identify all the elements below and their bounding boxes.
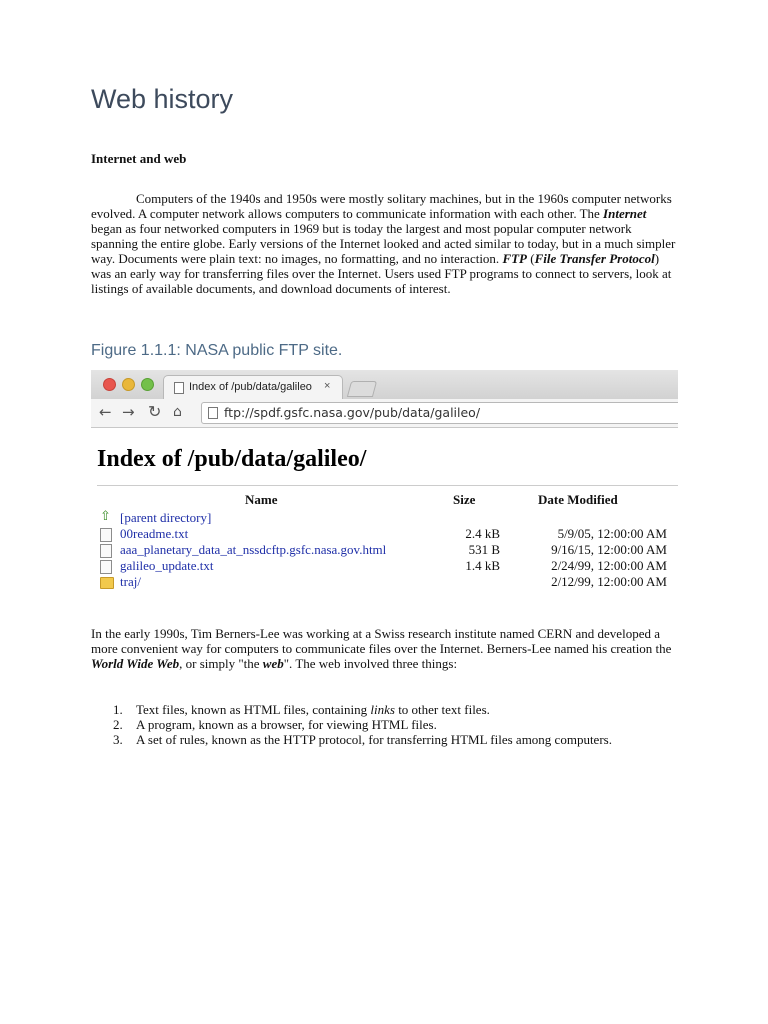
file-link[interactable]: 00readme.txt	[120, 526, 189, 541]
address-text: ftp://spdf.gsfc.nasa.gov/pub/data/galileo/	[224, 405, 481, 420]
list-number: 3.	[113, 732, 123, 747]
term-web: web	[262, 656, 284, 671]
reload-icon[interactable]: ↻	[148, 402, 162, 421]
intro-paragraph	[91, 191, 679, 296]
paragraph-text: ) was an early way for transferring files over the Internet. Users used FTP programs to connect to servers, look at listings of available documents, and download documents of interest.	[91, 251, 672, 296]
list-text: A set of rules, known as the HTTP protocol, for transferring HTML files among computers.	[136, 732, 612, 747]
term-world-wide-web: World Wide Web	[91, 656, 180, 671]
minimize-window-icon[interactable]	[122, 378, 135, 391]
file-date: 2/12/99, 12:00:00 AM	[551, 574, 667, 589]
list-number: 2.	[113, 717, 123, 732]
term-internet: Internet	[603, 206, 647, 221]
paragraph-text: , or simply "the	[179, 656, 263, 671]
numbered-list	[91, 702, 679, 747]
tab-title: Index of /pub/data/galileo	[189, 381, 312, 393]
new-tab-button[interactable]	[347, 381, 377, 397]
ftp-listing	[91, 428, 678, 598]
term-ftp: FTP	[502, 251, 527, 266]
index-title: Index of /pub/data/galileo/	[97, 446, 367, 472]
page-icon	[174, 382, 184, 394]
term-file-transfer-protocol: File Transfer Protocol	[534, 251, 655, 266]
web-paragraph	[91, 626, 679, 671]
file-date: 9/16/15, 12:00:00 AM	[551, 542, 667, 557]
paragraph-text: Computers of the 1940s and 1950s were mostly solitary machines, but in the 1960s computer networks evolved. A computer network allows computers to communicate information with each other. The	[91, 191, 672, 221]
file-icon	[100, 544, 112, 558]
column-header-size[interactable]: Size	[453, 492, 476, 507]
file-size: 1.4 kB	[465, 558, 500, 573]
browser-tab[interactable]	[163, 375, 343, 400]
list-text: to other text files.	[394, 702, 490, 717]
paragraph-text: began as four networked computers in 1969 but is today the largest and most popular computer network spanning the entire globe. Early versions of the Internet looked and acted similar to today, but in a much simpler way. Documents were plain text: no images, no formatting, and no interaction.	[91, 221, 676, 266]
close-tab-icon[interactable]: ×	[324, 380, 331, 392]
home-icon[interactable]: ⌂	[173, 404, 182, 420]
file-size: 531 B	[468, 542, 500, 557]
page-icon	[208, 407, 218, 419]
divider	[97, 485, 678, 486]
forward-arrow-icon[interactable]: →	[122, 403, 135, 421]
list-text: A program, known as a browser, for viewing HTML files.	[136, 717, 437, 732]
parent-directory-icon: ⇧	[100, 509, 111, 524]
paragraph-text: In the early 1990s, Tim Berners-Lee was working at a Swiss research institute named CERN and developed a more convenient way for computers to communicate files over the Internet. Berners-Lee named his creation the	[91, 626, 672, 656]
folder-icon	[100, 577, 114, 589]
listing-row	[91, 526, 678, 542]
list-item	[91, 732, 679, 747]
term-links: links	[370, 702, 395, 717]
browser-screenshot	[91, 370, 678, 598]
column-header-name[interactable]: Name	[245, 492, 278, 507]
file-date: 5/9/05, 12:00:00 AM	[557, 526, 667, 541]
listing-row	[91, 574, 678, 590]
file-size: 2.4 kB	[465, 526, 500, 541]
paragraph-text: ". The web involved three things:	[283, 656, 458, 671]
page-title: Web history	[91, 84, 234, 114]
section-heading: Internet and web	[91, 151, 187, 166]
listing-row	[91, 542, 678, 558]
folder-link[interactable]: traj/	[120, 574, 141, 589]
list-text: Text files, known as HTML files, containing	[136, 702, 371, 717]
file-icon	[100, 560, 112, 574]
maximize-window-icon[interactable]	[141, 378, 154, 391]
column-header-date[interactable]: Date Modified	[538, 492, 618, 507]
listing-row	[91, 558, 678, 574]
tab-bar	[91, 370, 678, 399]
figure-caption: Figure 1.1.1: NASA public FTP site.	[91, 342, 343, 359]
list-item	[91, 717, 679, 732]
file-icon	[100, 528, 112, 542]
file-link[interactable]: galileo_update.txt	[120, 558, 214, 573]
file-link[interactable]: aaa_planetary_data_at_nssdcftp.gsfc.nasa.gov.html	[120, 542, 387, 557]
listing-row	[91, 510, 678, 526]
back-arrow-icon[interactable]: ←	[99, 403, 112, 421]
file-date: 2/24/99, 12:00:00 AM	[551, 558, 667, 573]
browser-toolbar	[91, 399, 678, 428]
list-item	[91, 702, 679, 717]
close-window-icon[interactable]	[103, 378, 116, 391]
list-number: 1.	[113, 702, 123, 717]
paragraph-text: (	[527, 251, 535, 266]
file-link[interactable]: [parent directory]	[120, 510, 212, 525]
address-bar[interactable]	[201, 402, 678, 424]
